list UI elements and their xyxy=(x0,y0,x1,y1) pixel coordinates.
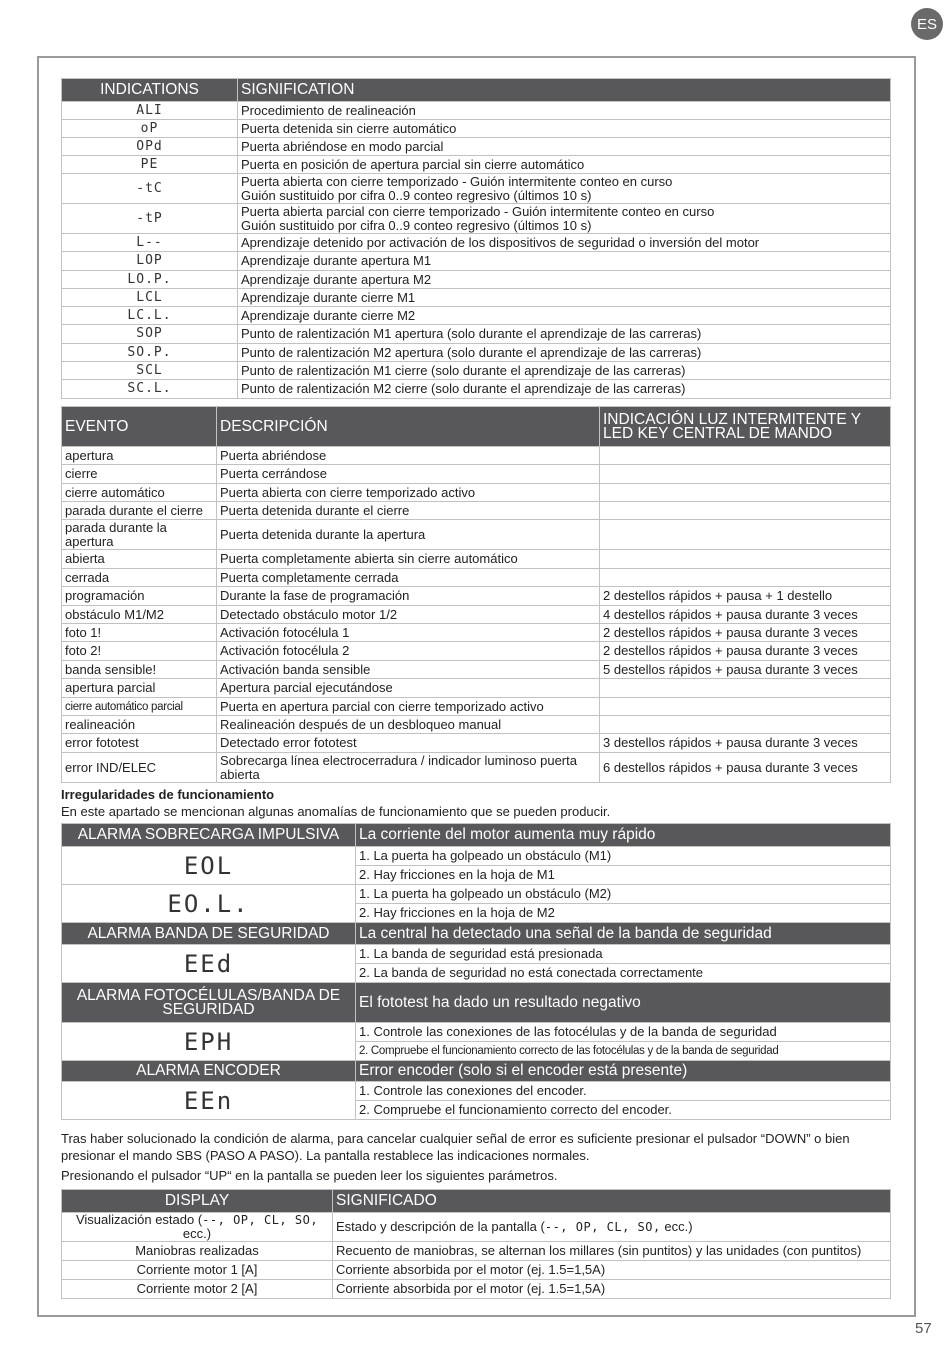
alarms-table xyxy=(61,823,891,1120)
text-span: Visualización estado ( xyxy=(75,1212,203,1227)
indication-text xyxy=(238,174,891,204)
event-indication xyxy=(600,698,891,716)
event-desc: Activación fotocélula 1 xyxy=(217,624,600,642)
event-name: cerrada xyxy=(62,569,217,587)
display-codes: --, OP, CL, SO, xyxy=(202,1213,319,1227)
event-name: foto 1! xyxy=(62,624,217,642)
event-desc: Puerta detenida durante el cierre xyxy=(217,502,600,520)
alarm-code-eol2: EO.L. xyxy=(62,885,356,923)
alarm-band-title: ALARMA BANDA DE SEGURIDAD xyxy=(62,923,356,945)
event-name: banda sensible! xyxy=(62,661,217,679)
event-indication xyxy=(600,716,891,734)
after-alarm-line3: Presionando el pulsador “UP“ en la pantalla se pueden leer los siguientes parámetros. xyxy=(61,1168,558,1183)
language-badge: ES xyxy=(911,8,943,40)
event-name: error IND/ELEC xyxy=(62,753,217,783)
event-indication xyxy=(600,550,891,569)
indication-code: LOP xyxy=(62,252,238,271)
alarm-cause: 1. La puerta ha golpeado un obstáculo (M1) xyxy=(356,847,891,866)
display-state xyxy=(62,1213,333,1242)
alarm-band-desc: La central ha detectado una señal de la banda de seguridad xyxy=(356,923,891,945)
event-indication xyxy=(600,520,891,550)
after-alarm-line2: presionar el mando SBS (PASO A PASO). La pantalla restablece las indicaciones normales. xyxy=(61,1148,590,1163)
alarm-cause: 1. La puerta ha golpeado un obstáculo (M2) xyxy=(356,885,891,904)
text-span: ecc.) xyxy=(182,1226,212,1241)
event-indication xyxy=(600,447,891,465)
event-name: parada durante la apertura xyxy=(62,520,217,550)
event-desc: Sobrecarga línea electrocerradura / indicador luminoso puerta abierta xyxy=(217,753,600,783)
significado-header: SIGNIFICADO xyxy=(333,1190,891,1213)
indications-table xyxy=(61,78,891,399)
alarm-code-eed: EEd xyxy=(62,945,356,983)
event-indication: 2 destellos rápidos + pausa durante 3 veces xyxy=(600,624,891,642)
indication-text: Punto de ralentización M2 cierre (solo durante el aprendizaje de las carreras) xyxy=(238,380,891,399)
event-name: obstáculo M1/M2 xyxy=(62,606,217,624)
alarm-cause: 1. Controle las conexiones de las fotocélulas y de la banda de seguridad xyxy=(356,1023,891,1042)
indication-text: Aprendizaje durante apertura M1 xyxy=(238,252,891,271)
text-span: ecc.) xyxy=(660,1219,693,1234)
title-line: ALARMA FOTOCÉLULAS/BANDA DE xyxy=(76,986,341,1004)
indication-code: LCL xyxy=(62,289,238,307)
indication-text xyxy=(238,204,891,234)
indication-code: SOP xyxy=(62,325,238,344)
display-table xyxy=(61,1189,891,1299)
display-meaning: Corriente absorbida por el motor (ej. 1.5=1,5A) xyxy=(333,1280,891,1299)
indication-text: Punto de ralentización M1 apertura (solo durante el aprendizaje de las carreras) xyxy=(238,325,891,344)
event-name: apertura parcial xyxy=(62,679,217,698)
event-desc: Durante la fase de programación xyxy=(217,587,600,606)
event-indication: 5 destellos rápidos + pausa durante 3 veces xyxy=(600,661,891,679)
indication-line: Puerta abierta parcial con cierre temporizado - Guión intermitente conteo en curso xyxy=(241,203,715,219)
event-desc: Realineación después de un desbloqueo manual xyxy=(217,716,600,734)
display-header: DISPLAY xyxy=(62,1190,333,1213)
display-item: Corriente motor 1 [A] xyxy=(62,1261,333,1280)
alarm-impulsive-desc: La corriente del motor aumenta muy rápido xyxy=(356,824,891,847)
event-name: foto 2! xyxy=(62,642,217,661)
alarm-code-een: EEn xyxy=(62,1082,356,1120)
event-desc: Puerta detenida durante la apertura xyxy=(217,520,600,550)
event-desc: Detectado error fototest xyxy=(217,734,600,753)
event-desc: Puerta en apertura parcial con cierre temporizado activo xyxy=(217,698,600,716)
alarm-cause: 2. Hay fricciones en la hoja de M1 xyxy=(356,866,891,885)
indication-code: PE xyxy=(62,156,238,174)
alarm-encoder-title: ALARMA ENCODER xyxy=(62,1061,356,1082)
display-item: Corriente motor 2 [A] xyxy=(62,1280,333,1299)
indication-code: L-- xyxy=(62,234,238,252)
alarm-impulsive-title: ALARMA SOBRECARGA IMPULSIVA xyxy=(62,824,356,847)
event-indication: 2 destellos rápidos + pausa durante 3 veces xyxy=(600,642,891,661)
description-header: DESCRIPCIÓN xyxy=(217,407,600,447)
indication-line: Guión sustituido por cifra 0..9 conteo regresivo (últimos 10 s) xyxy=(241,217,592,233)
signification-header: SIGNIFICATION xyxy=(238,79,891,102)
indication-text: Puerta abriéndose en modo parcial xyxy=(238,138,891,156)
event-name: abierta xyxy=(62,550,217,569)
indication-text: Punto de ralentización M1 cierre (solo durante el aprendizaje de las carreras) xyxy=(238,362,891,380)
page-number: 57 xyxy=(915,1320,932,1337)
indication-code: SO.P. xyxy=(62,344,238,362)
event-desc: Puerta abriéndose xyxy=(217,447,600,465)
event-desc: Puerta completamente cerrada xyxy=(217,569,600,587)
alarm-cause: 2. La banda de seguridad no está conectada correctamente xyxy=(356,964,891,983)
events-table xyxy=(61,406,891,783)
event-desc: Apertura parcial ejecutándose xyxy=(217,679,600,698)
event-desc: Activación fotocélula 2 xyxy=(217,642,600,661)
event-indication xyxy=(600,502,891,520)
event-indication xyxy=(600,465,891,484)
event-name: parada durante el cierre xyxy=(62,502,217,520)
event-indication: 3 destellos rápidos + pausa durante 3 veces xyxy=(600,734,891,753)
indication-code: SC.L. xyxy=(62,380,238,399)
event-name: apertura xyxy=(62,447,217,465)
event-indication xyxy=(600,679,891,698)
event-indication xyxy=(600,484,891,502)
irregularities-title: Irregularidades de funcionamiento xyxy=(61,787,275,802)
title-line: SEGURIDAD xyxy=(162,1000,255,1018)
indication-line: Puerta abierta con cierre temporizado - Guión intermitente conteo en curso xyxy=(241,173,673,189)
display-item: Maniobras realizadas xyxy=(62,1242,333,1261)
alarm-cause: 2. Hay fricciones en la hoja de M2 xyxy=(356,904,891,923)
header-line: LED KEY CENTRAL DE MANDO xyxy=(603,424,833,442)
event-desc: Detectado obstáculo motor 1/2 xyxy=(217,606,600,624)
indication-code: LC.L. xyxy=(62,307,238,325)
alarm-photo-desc: El fototest ha dado un resultado negativo xyxy=(356,983,891,1023)
indication-text: Aprendizaje durante cierre M2 xyxy=(238,307,891,325)
display-codes: --, OP, CL, SO, xyxy=(544,1220,661,1234)
alarm-photo-title xyxy=(62,983,356,1023)
event-name: programación xyxy=(62,587,217,606)
event-header: EVENTO xyxy=(62,407,217,447)
indication-text: Aprendizaje durante apertura M2 xyxy=(238,271,891,289)
event-indication: 6 destellos rápidos + pausa durante 3 veces xyxy=(600,753,891,783)
indication-line: Guión sustituido por cifra 0..9 conteo regresivo (últimos 10 s) xyxy=(241,187,592,203)
event-desc: Puerta abierta con cierre temporizado activo xyxy=(217,484,600,502)
indication-text: Aprendizaje detenido por activación de los dispositivos de seguridad o inversión del motor xyxy=(238,234,891,252)
event-name: cierre automático parcial xyxy=(62,698,217,716)
indication-code: OPd xyxy=(62,138,238,156)
alarm-cause: 2. Compruebe el funcionamiento correcto del encoder. xyxy=(356,1101,891,1120)
event-name: cierre automático xyxy=(62,484,217,502)
event-indication: 4 destellos rápidos + pausa durante 3 veces xyxy=(600,606,891,624)
alarm-code-eph: EPH xyxy=(62,1023,356,1061)
after-alarm-line1: Tras haber solucionado la condición de alarma, para cancelar cualquier señal de error es suficiente presionar el pulsador “DOWN” o bien xyxy=(61,1131,850,1146)
event-name: error fototest xyxy=(62,734,217,753)
alarm-encoder-desc: Error encoder (solo si el encoder está presente) xyxy=(356,1061,891,1082)
text-span: Estado y descripción de la pantalla ( xyxy=(336,1219,545,1234)
indication-light-header xyxy=(600,407,891,447)
event-desc: Puerta completamente abierta sin cierre automático xyxy=(217,550,600,569)
event-desc: Puerta cerrándose xyxy=(217,465,600,484)
indication-code: SCL xyxy=(62,362,238,380)
alarm-cause: 1. Controle las conexiones del encoder. xyxy=(356,1082,891,1101)
alarm-cause: 1. La banda de seguridad está presionada xyxy=(356,945,891,964)
indication-code: oP xyxy=(62,120,238,138)
event-name: realineación xyxy=(62,716,217,734)
event-indication xyxy=(600,569,891,587)
indication-code: LO.P. xyxy=(62,271,238,289)
indication-text: Aprendizaje durante cierre M1 xyxy=(238,289,891,307)
event-indication: 2 destellos rápidos + pausa + 1 destello xyxy=(600,587,891,606)
display-meaning: Corriente absorbida por el motor (ej. 1.5=1,5A) xyxy=(333,1261,891,1280)
indication-text: Puerta detenida sin cierre automático xyxy=(238,120,891,138)
indication-text: Punto de ralentización M2 apertura (solo durante el aprendizaje de las carreras) xyxy=(238,344,891,362)
indication-text: Procedimiento de realineación xyxy=(238,102,891,120)
alarm-code-eol: EOL xyxy=(62,847,356,885)
indication-code: -tC xyxy=(62,174,238,204)
alarm-cause: 2. Compruebe el funcionamiento correcto de las fotocélulas y de la banda de seguridad xyxy=(356,1042,891,1061)
indication-code: ALI xyxy=(62,102,238,120)
display-state-meaning xyxy=(333,1213,891,1242)
indication-code: -tP xyxy=(62,204,238,234)
event-name: cierre xyxy=(62,465,217,484)
indications-header: INDICATIONS xyxy=(62,79,238,102)
irregularities-intro: En este apartado se mencionan algunas anomalías de funcionamiento que se pueden producir. xyxy=(61,804,611,819)
indication-text: Puerta en posición de apertura parcial sin cierre automático xyxy=(238,156,891,174)
display-meaning: Recuento de maniobras, se alternan los millares (sin puntitos) y las unidades (con puntitos) xyxy=(333,1242,891,1261)
header-line: INDICACIÓN LUZ INTERMITENTE Y xyxy=(603,410,862,428)
event-desc: Activación banda sensible xyxy=(217,661,600,679)
